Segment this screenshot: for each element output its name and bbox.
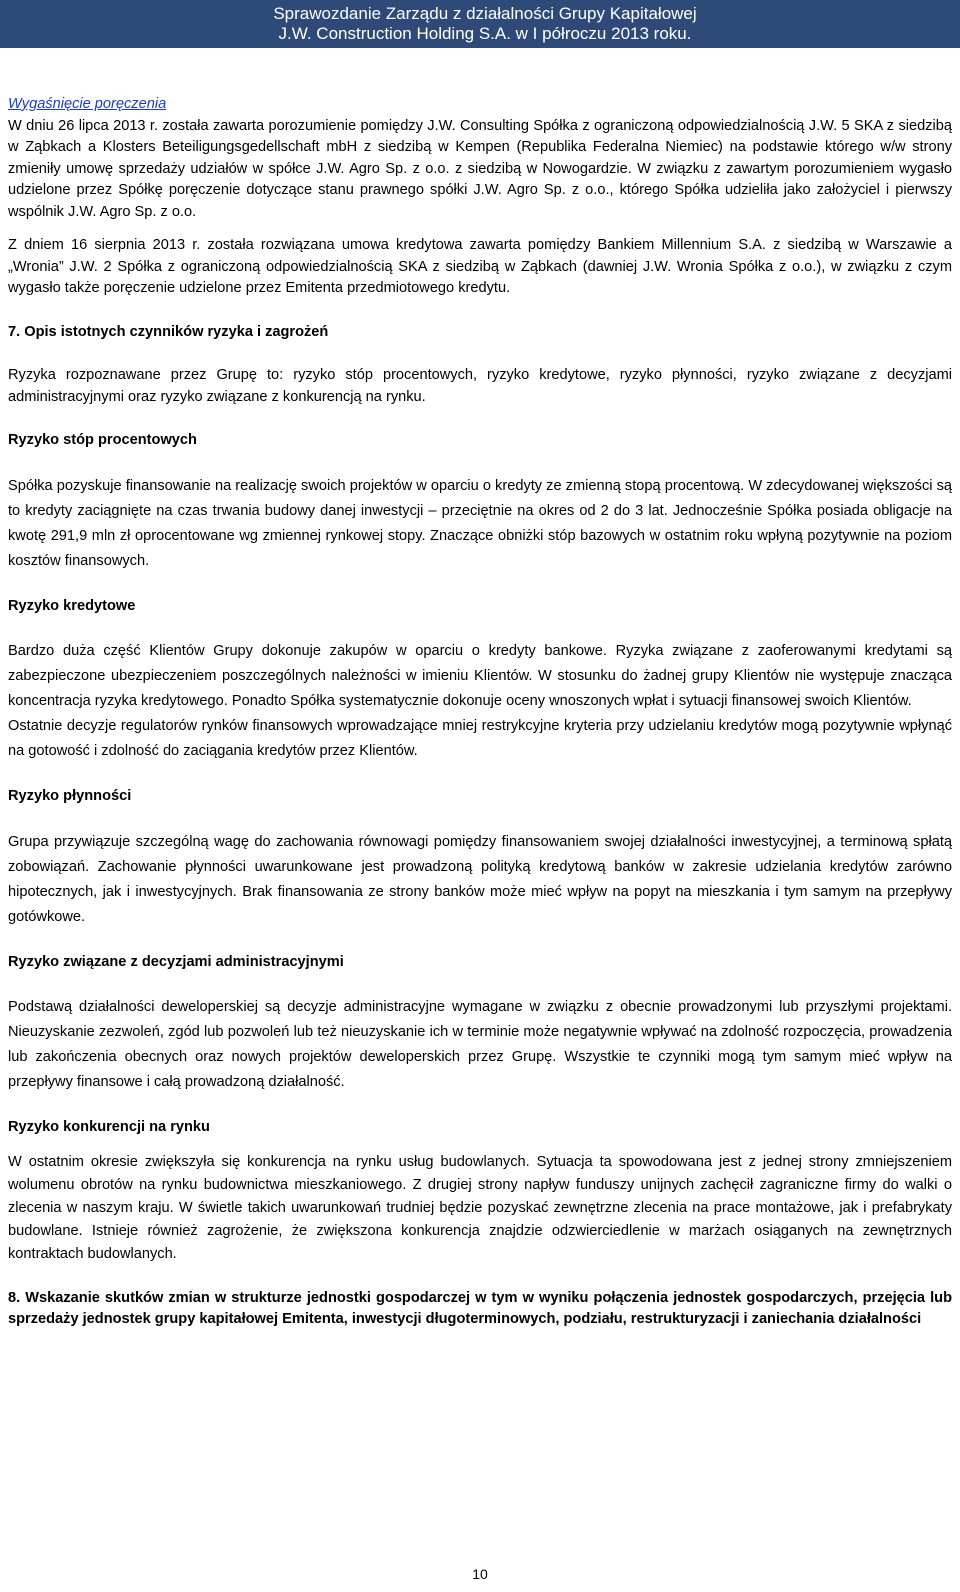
credit-risk-heading: Ryzyko kredytowe: [8, 597, 136, 614]
administrative-risk-text: Podstawą działalności deweloperskiej są decyzje administracyjne wymagane w związku z obecnie prowadzonymi lub przyszłymi projektami. Nieuzyskanie zezwoleń, zgód lub pozwoleń lub też nieuzyskanie ich w terminie może negatywnie wpływać na zdolność rozpoczęcia, prowadzenia lub zakończenia obecnych oraz nowych projektów deweloperskich przez Grupę. Wszystkie te czynniki mogą tym samym mieć wpływ na przepływy finansowe i całą prowadzoną działalność.: [8, 999, 952, 1090]
expiry-paragraph-2: Z dniem 16 sierpnia 2013 r. została rozwiązana umowa kredytowa zawarta pomiędzy Bankiem Millennium S.A. z siedzibą w Warszawie a „Wronia” J.W. 2 Spółka z ograniczoną odpowiedzialnością SKA z siedzibą w Ząbkach (dawniej J.W. Wronia Spółka z o.o.), w związku z czym wygasło także poręczenie udzielone przez Emitenta przedmiotowego kredytu.: [8, 237, 952, 296]
administrative-risk-heading: Ryzyko związane z decyzjami administracyjnymi: [8, 953, 344, 970]
competition-risk-text: W ostatnim okresie zwiększyła się konkurencja na rynku usług budowlanych. Sytuacja ta spowodowana jest z jednej strony zmniejszeniem wolumenu obrotów na rynku budownictwa mieszkaniowego. Z drugiej strony napływ funduszy unijnych zachęcił zagraniczne firmy do walki o zlecenia w naszym kraju. W świetle takich uwarunkowań trudniej będzie pozyskać zewnętrzne zlecenia na prace montażowe, jak i prefabrykaty budowlane. Istnieje również zagrożenie, że zwiększona konkurencja znajdzie odzwierciedlenie w marżach osiąganych na zewnętrznych kontraktach budowlanych.: [8, 1153, 952, 1262]
liquidity-risk-text: Grupa przywiązuje szczególną wagę do zachowania równowagi pomiędzy finansowaniem swojej działalności inwestycyjnej, a terminową spłatą zobowiązań. Zachowanie płynności uwarunkowane jest prowadzoną polityką kredytową banków w zakresie udzielania kredytów zarówno hipotecznych, jak i inwestycyjnych. Brak finansowania ze strony banków może mieć wpływ na popyt na mieszkania i tym samym na przepływy gotówkowe.: [8, 833, 952, 925]
credit-risk-text-1: Bardzo duża część Klientów Grupy dokonuje zakupów w oparciu o kredyty bankowe. Ryzyka związane z zaoferowanymi kredytami są zabezpieczone ubezpieczeniem poszczególnych należności w imieniu Klientów. W stosunku do żadnej grupy Klientów nie występuje znacząca koncentracja ryzyka kredytowego. Ponadto Spółka systematycznie dokonuje oceny wnoszonych wpłat i sytuacji finansowej swoich Klientów.: [8, 643, 952, 709]
liquidity-risk-heading: Ryzyko płynności: [8, 788, 132, 804]
page-number: 10: [472, 1566, 488, 1582]
interest-rate-risk-heading: Ryzyko stóp procentowych: [8, 432, 197, 448]
interest-rate-risk-text: Spółka pozyskuje finansowanie na realizację swoich projektów w oparciu o kredyty ze zmienną stopą procentową. W zdecydowanej większości są to kredyty zaciągnięte na czas trwania budowy danej inwestycji – przeciętnie na okres od 2 do 3 lat. Jednocześnie Spółka posiada obligacje na kwotę 291,9 mln zł oprocentowane wg zmiennej rynkowej stopy. Znaczące obniżki stóp bazowych w ostatnim roku wpłyną pozytywnie na poziom kosztów finansowych.: [8, 477, 952, 569]
header-title-line1: Sprawozdanie Zarządu z działalności Grupy Kapitałowej: [273, 4, 697, 23]
section-8-heading: 8. Wskazanie skutków zmian w strukturze jednostki gospodarczej w tym w wyniku połączenia jednostek gospodarczych, przejęcia lub sprzedaży jednostek grupy kapitałowej Emitenta, inwestycji długoterminowych, podziału, restrukturyzacji i zaniechania działalności: [8, 1289, 952, 1327]
document-body: [8, 94, 952, 1331]
expiry-paragraph-1: W dniu 26 lipca 2013 r. została zawarta porozumienie pomiędzy J.W. Consulting Spółka z ograniczoną odpowiedzialnością J.W. 5 SKA z siedzibą w Ząbkach a Klosters Beteiligungsgedellschaft mbH z siedzibą w Kempen (Republika Federalna Niemiec) na podstawie którego w/w strony zmieniły umowę sprzedaży udziałów w spółce J.W. Agro Sp. z o.o. z siedzibą w Nowogardzie. W związku z zawartym porozumieniem wygasło udzielone przez Spółkę poręczenie dotyczące stanu prawnego spółki J.W. Agro Sp. z o.o., którego Spółka udzieliła jako założyciel i pierwszy wspólnik J.W. Agro Sp. z o.o.: [8, 117, 952, 220]
expiry-heading: Wygaśnięcie poręczenia: [8, 96, 167, 112]
report-header: [0, 0, 960, 48]
credit-risk-text-2: Ostatnie decyzje regulatorów rynków finansowych wprowadzające mniej restrykcyjne kryteria przy udzielaniu kredytów mogą pozytywnie wpłynąć na gotowość i zdolność do zaciągania kredytów przez Klientów.: [8, 718, 952, 759]
competition-risk-heading: Ryzyko konkurencji na rynku: [8, 1119, 210, 1135]
section-7-intro: Ryzyka rozpoznawane przez Grupę to: ryzyko stóp procentowych, ryzyko kredytowe, ryzyko płynności, ryzyko związane z decyzjami administracyjnymi oraz ryzyko związane z konkurencją na rynku.: [8, 367, 952, 405]
header-title-line2: J.W. Construction Holding S.A. w I półroczu 2013 roku.: [278, 24, 692, 43]
section-7-heading: 7. Opis istotnych czynników ryzyka i zagrożeń: [8, 323, 329, 340]
